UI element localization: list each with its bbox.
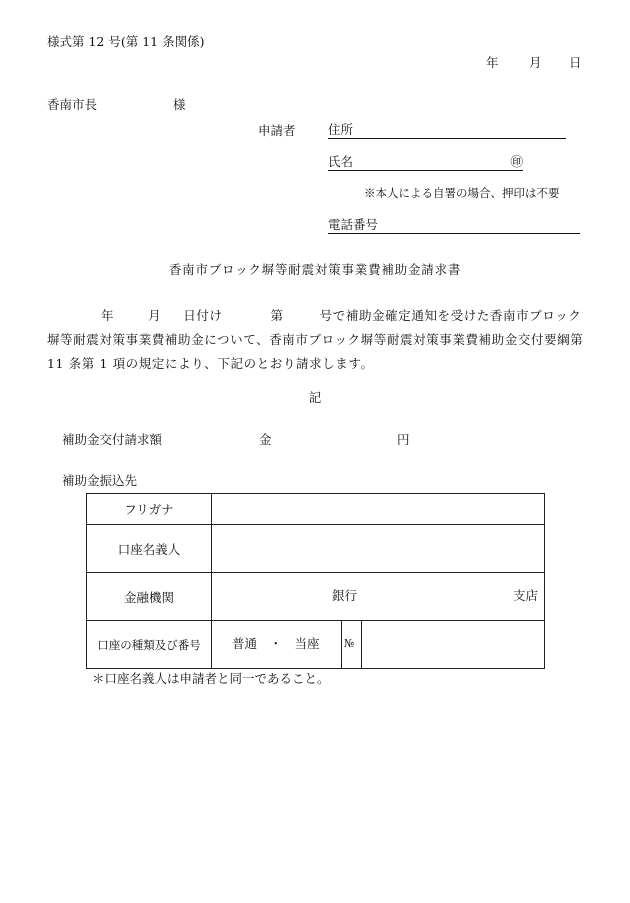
furigana-label: フリガナ <box>87 494 212 525</box>
account-input-cell <box>212 621 545 669</box>
institution-row <box>87 573 545 621</box>
date-day-label: 日 <box>569 55 582 70</box>
phone-field[interactable] <box>328 219 580 234</box>
phone-label: 電話番号 <box>328 217 379 232</box>
holder-label: 口座名義人 <box>87 525 212 573</box>
holder-note: ＊口座名義人は申請者と同一であること。 <box>92 671 330 686</box>
amount-yen: 円 <box>397 432 410 447</box>
body-year: 年 <box>101 308 115 323</box>
amount-kin: 金 <box>259 432 272 447</box>
bank-transfer-table <box>86 493 545 669</box>
holder-row <box>87 525 545 573</box>
bank-suffix: 銀行 <box>332 588 358 603</box>
body-text: 号で補助金確定通知を受けた香南市ブロック塀等耐震対策事業費補助金について、香南市ブロック塀等耐震対策事業費補助金交付要綱第 11 条第 1 項の規定により、下記のとおり請求します。 <box>47 308 584 371</box>
institution-input-cell[interactable] <box>212 573 545 621</box>
name-label: 氏名 <box>328 154 354 169</box>
furigana-input-cell[interactable] <box>212 494 545 525</box>
branch-suffix: 支店 <box>512 588 538 603</box>
no-label: № <box>344 637 355 650</box>
date-month-label: 月 <box>529 55 542 70</box>
addressee-honorific: 様 <box>173 97 186 112</box>
address-label: 住所 <box>328 122 354 137</box>
body-dated: 日付け <box>183 308 223 323</box>
account-row <box>87 621 545 669</box>
account-types[interactable]: 普通 ・ 当座 <box>232 636 320 651</box>
no-cell <box>341 621 362 668</box>
applicant-label: 申請者 <box>258 123 296 138</box>
body-month: 月 <box>148 308 162 323</box>
institution-label: 金融機関 <box>87 573 212 621</box>
furigana-row <box>87 494 545 525</box>
transfer-heading: 補助金振込先 <box>62 473 138 488</box>
name-field[interactable] <box>328 156 523 171</box>
amount-label: 補助金交付請求額 <box>62 432 163 447</box>
account-number-input[interactable] <box>362 621 544 668</box>
date-year-label: 年 <box>486 55 499 70</box>
account-label: 口座の種類及び番号 <box>87 621 212 669</box>
seal-note: ※本人による自署の場合、押印は不要 <box>364 186 560 200</box>
ki-heading: 記 <box>308 390 322 405</box>
seal-mark: ㊞ <box>510 154 523 169</box>
address-field[interactable] <box>328 124 566 139</box>
document-title: 香南市ブロック塀等耐震対策事業費補助金請求書 <box>168 262 462 277</box>
body-no-prefix: 第 <box>270 308 284 323</box>
form-number: 様式第 12 号(第 11 条関係) <box>47 34 205 49</box>
holder-input-cell[interactable] <box>212 525 545 573</box>
body-paragraph <box>47 304 587 376</box>
addressee-mayor: 香南市長 <box>47 97 98 112</box>
